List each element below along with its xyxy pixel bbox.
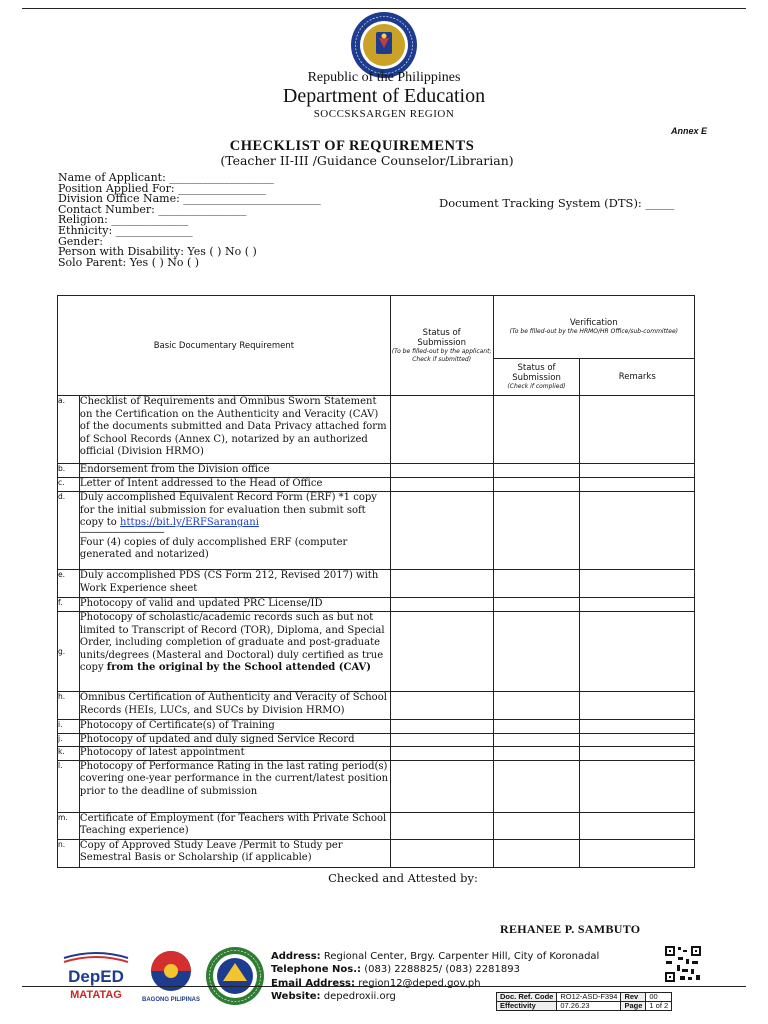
remarks-cell[interactable] [580, 692, 695, 720]
erf-link[interactable]: https://bit.ly/ERFSarangani [120, 517, 259, 528]
table-row: k. Photocopy of latest appointment [58, 747, 695, 761]
table-row: a. Checklist of Requirements and Omnibus Sworn Statement on the Certification on the Authenticity and Veracity (CAV) of the documents submitted and Data Privacy attached form of School Records (Annex C), notarized by an authorized official (Division HRMO) [58, 396, 695, 464]
pwd-field[interactable]: Person with Disability: Yes ( ) No ( ) [58, 245, 257, 259]
region-heading: SOCCSKSARGEN REGION [313, 108, 455, 120]
signatory-name: REHANEE P. SAMBUTO [500, 922, 641, 936]
status-cell[interactable] [390, 839, 493, 867]
religion-field[interactable]: Religion: ______________ [58, 213, 189, 227]
status-cell[interactable] [390, 760, 493, 812]
doc-ref-table: Doc. Ref. Code RO12-ASD-F394 Rev 00 Effectivity 07.26.23 Page 1 of 2 [496, 992, 672, 1011]
requirements-table [57, 295, 695, 868]
verified-cell[interactable] [493, 760, 580, 812]
solo-parent-field[interactable]: Solo Parent: Yes ( ) No ( ) [58, 255, 200, 269]
table-row: d. Duly accomplished Equivalent Record Form (ERF) *1 copy for the initial submission for evaluation then submit soft copy to https://bit.ly/ERFSarangani ----------------------------------------- Four (4) copies of duly accomplished ERF (computer generated and notarized) [58, 492, 695, 570]
name-of-applicant-field[interactable]: Name of Applicant: ___________________ [58, 171, 274, 184]
verified-cell[interactable] [493, 612, 580, 692]
status-cell[interactable] [390, 692, 493, 720]
verified-cell[interactable] [493, 492, 580, 570]
verified-cell[interactable] [493, 812, 580, 839]
remarks-cell[interactable] [580, 720, 695, 734]
col-remarks-header: Remarks [580, 359, 695, 396]
status-cell[interactable] [390, 464, 493, 478]
remarks-cell[interactable] [580, 598, 695, 612]
footer-rule [22, 986, 746, 987]
region-xii-seal-icon [204, 945, 266, 1007]
col-requirement-header: Basic Documentary Requirement [58, 296, 391, 396]
verified-cell[interactable] [493, 478, 580, 492]
status-cell[interactable] [390, 396, 493, 464]
table-row: f. Photocopy of valid and updated PRC License/ID [58, 598, 695, 612]
email-link[interactable]: region12@deped.gov.ph [358, 977, 481, 989]
republic-heading: Republic of the Philippines [307, 70, 461, 85]
divider: ----------------------------------------- [79, 527, 164, 538]
col-ver-status-note: (Check if complied) [507, 383, 566, 390]
dts-field[interactable]: Document Tracking System (DTS): _____ [439, 196, 675, 210]
table-row: g. Photocopy of scholastic/academic records such as but not limited to Transcript of Record (TOR), Diploma, and Special Order, including completion of graduate and post-graduate units/degrees (Masteral and Doctoral) duly certified as true copy from the original by the School attended (CAV) [58, 612, 695, 692]
division-office-field[interactable]: Division Office Name: _________________________ [58, 192, 321, 206]
col-status-note: (To be filled-out by the applicant; Check if submitted) [391, 347, 492, 363]
table-row: e. Duly accomplished PDS (CS Form 212, Revised 2017) with Work Experience sheet [58, 570, 695, 598]
top-rule [22, 8, 746, 9]
status-cell[interactable] [390, 733, 493, 747]
checked-attested-label: Checked and Attested by: [328, 871, 478, 885]
verified-cell[interactable] [493, 839, 580, 867]
remarks-cell[interactable] [580, 733, 695, 747]
svg-text:BAGONG PILIPINAS: BAGONG PILIPINAS [141, 997, 201, 1003]
deped-matatag-logo-icon [60, 950, 132, 1005]
address-text: Regional Center, Brgy. Carpenter Hill, City of Koronadal [323, 951, 600, 962]
remarks-cell[interactable] [580, 396, 695, 464]
col-status-header: Status of Submission (To be filled-out by the applicant; Check if submitted) [390, 296, 493, 396]
remarks-cell[interactable] [580, 812, 695, 839]
remarks-cell[interactable] [580, 492, 695, 570]
status-cell[interactable] [390, 570, 493, 598]
verified-cell[interactable] [493, 570, 580, 598]
applicant-fields [58, 173, 321, 268]
table-row: i. Photocopy of Certificate(s) of Training [58, 720, 695, 734]
remarks-cell[interactable] [580, 478, 695, 492]
contact-number-field[interactable]: Contact Number: ________________ [58, 202, 247, 216]
table-row: n. Copy of Approved Study Leave /Permit to Study per Semestral Basis or Scholarship (if applicable) [58, 839, 695, 867]
verified-cell[interactable] [493, 720, 580, 734]
remarks-cell[interactable] [580, 839, 695, 867]
table-row: m. Certificate of Employment (for Teachers with Private School Teaching experience) [58, 812, 695, 839]
bagong-pilipinas-logo-icon [140, 945, 202, 1007]
website-link[interactable]: depedroxii.org [323, 990, 396, 1002]
verified-cell[interactable] [493, 692, 580, 720]
status-cell[interactable] [390, 478, 493, 492]
table-row: b. Endorsement from the Division office [58, 464, 695, 478]
status-cell[interactable] [390, 720, 493, 734]
position-applied-field[interactable]: Position Applied For: ________________ [58, 181, 267, 195]
status-cell[interactable] [390, 598, 493, 612]
table-row: j. Photocopy of updated and duly signed Service Record [58, 733, 695, 747]
verified-cell[interactable] [493, 598, 580, 612]
table-row: h. Omnibus Certification of Authenticity and Veracity of School Records (HEIs, LUCs, and SUCs by Division HRMO) [58, 692, 695, 720]
status-cell[interactable] [390, 747, 493, 761]
status-cell[interactable] [390, 492, 493, 570]
verified-cell[interactable] [493, 733, 580, 747]
page-title: CHECKLIST OF REQUIREMENTS [229, 138, 475, 154]
remarks-cell[interactable] [580, 747, 695, 761]
col-verification-note: (To be filled-out by the HRMO/HR Office/sub-committee) [509, 328, 679, 335]
table-row: l. Photocopy of Performance Rating in the last rating period(s) covering one-year performance in the current/latest position prior to the deadline of submission [58, 760, 695, 812]
status-cell[interactable] [390, 612, 493, 692]
department-heading: Department of Education [282, 85, 486, 107]
remarks-cell[interactable] [580, 464, 695, 478]
remarks-cell[interactable] [580, 612, 695, 692]
gender-field[interactable]: Gender: [58, 234, 103, 248]
verified-cell[interactable] [493, 396, 580, 464]
page-subtitle: (Teacher II-III /Guidance Counselor/Librarian) [220, 153, 514, 168]
annex-label: Annex E [670, 126, 707, 136]
verified-cell[interactable] [493, 464, 580, 478]
svg-text:DepED: DepED [68, 967, 124, 986]
telephone-text: (083) 2288825/ (083) 2281893 [364, 964, 520, 976]
qr-code-icon [664, 945, 702, 983]
verified-cell[interactable] [493, 747, 580, 761]
table-row: c. Letter of Intent addressed to the Head of Office [58, 478, 695, 492]
remarks-cell[interactable] [580, 570, 695, 598]
svg-text:MATATAG: MATATAG [70, 989, 122, 1001]
remarks-cell[interactable] [580, 760, 695, 812]
contact-block: Address: Regional Center, Brgy. Carpenter Hill, City of Koronadal Telephone Nos.: (083) 2288825/ (083) 2281893 Email Address: region12@deped.gov.ph Website: depedroxii.org [271, 951, 600, 1002]
col-ver-status-header: Status of Submission (Check if complied) [493, 359, 580, 396]
col-verification-header: Verification (To be filled-out by the HRMO/HR Office/sub-committee) [493, 296, 694, 359]
ethnicity-field[interactable]: Ethnicity: ______________ [58, 223, 193, 237]
status-cell[interactable] [390, 812, 493, 839]
